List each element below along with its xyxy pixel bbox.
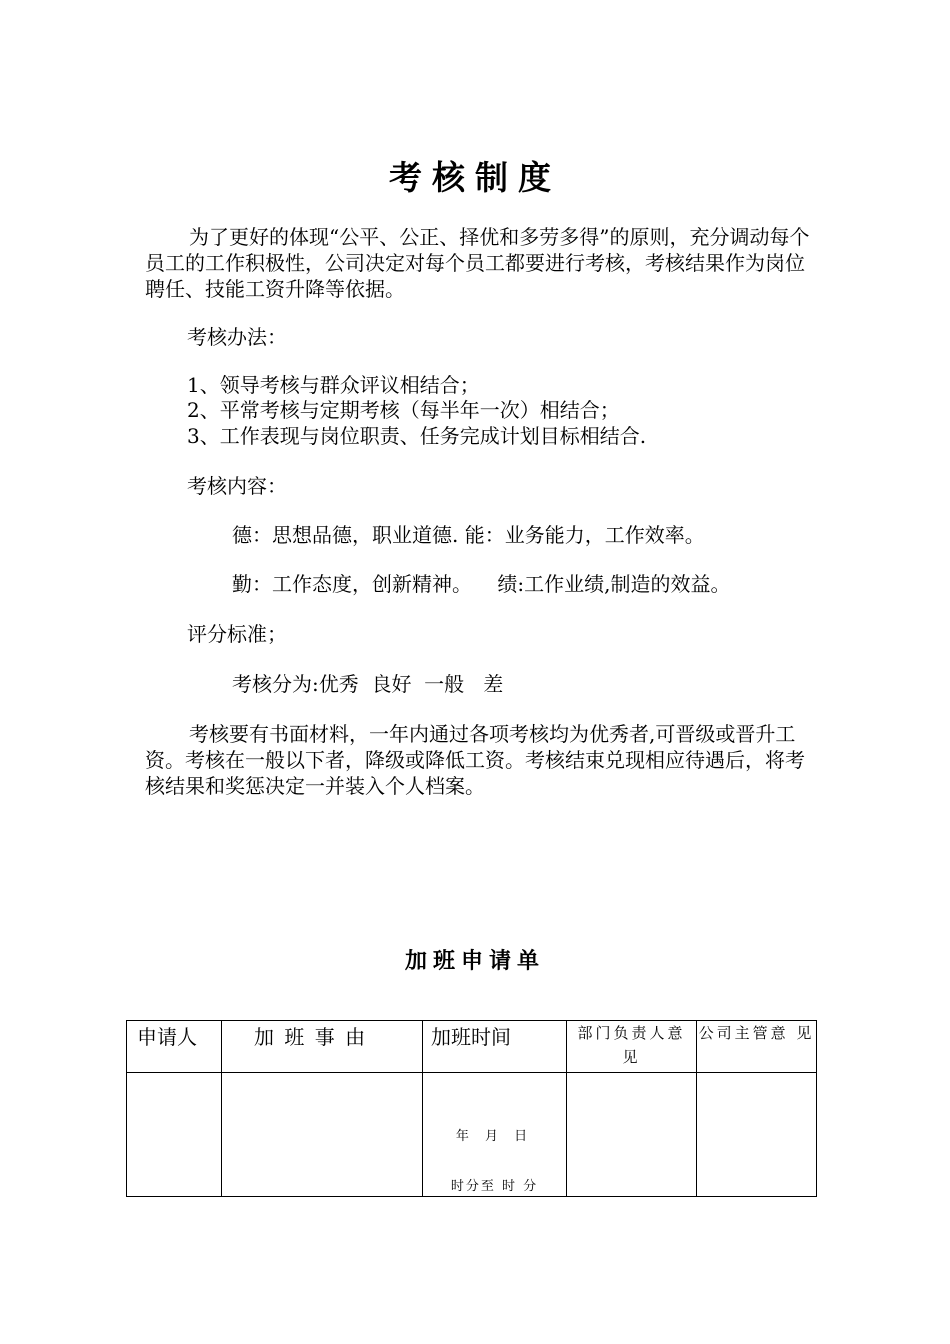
time-cell[interactable] [423, 1073, 567, 1197]
dept-opinion-header: 部门负责人意 见 [567, 1021, 697, 1073]
method-item: 2、平常考核与定期考核（每半年一次）相结合； [187, 398, 620, 422]
closing-paragraph: 考核要有书面材料，一年内通过各项考核均为优秀者,可晋级或晋升工资。考核在一般以下者，降级或降低工资。考核结束兑现相应待遇后，将考核结果和奖惩决定一并装入个人档案。 [145, 722, 805, 798]
form-title: 加班申请单 [404, 948, 545, 974]
manager-opinion-cell[interactable] [697, 1073, 817, 1197]
form-header-row [127, 1021, 817, 1073]
reason-cell[interactable] [222, 1073, 423, 1197]
method-item: 1、领导考核与群众评议相结合； [187, 373, 480, 397]
content-line: 勤：工作态度，创新精神。 绩:工作业绩,制造的效益。 [232, 572, 731, 596]
standard-line: 考核分为:优秀 良好 一般 差 [232, 672, 504, 696]
reason-header: 加 班 事 由 [222, 1021, 423, 1073]
time-header: 加班时间 [423, 1021, 567, 1073]
intro-paragraph: 为了更好的体现“公平、公正、择优和多劳多得”的原则，充分调动每个员工的工作积极性，公司决定对每个员工都要进行考核，考核结果作为岗位聘任、技能工资升降等依据。 [145, 225, 810, 301]
dept-opinion-cell[interactable] [567, 1073, 697, 1197]
manager-opinion-header: 公司主管意 见 [697, 1021, 817, 1073]
method-item: 3、工作表现与岗位职责、任务完成计划目标相结合. [187, 424, 647, 448]
applicant-header: 申请人 [127, 1021, 222, 1073]
applicant-cell[interactable] [127, 1073, 222, 1197]
time-date-label: 年 月 日 [455, 1129, 534, 1144]
content-heading: 考核内容： [187, 474, 287, 498]
form-entry-row [127, 1073, 817, 1197]
document-title: 考核制度 [389, 158, 561, 197]
standard-heading: 评分标准； [187, 622, 287, 646]
method-heading: 考核办法： [187, 325, 287, 349]
content-line: 德：思想品德，职业道德. 能：业务能力，工作效率。 [232, 523, 705, 547]
overtime-form-table [126, 1020, 817, 1197]
time-range-label: 时分至 时 分 [450, 1179, 539, 1194]
